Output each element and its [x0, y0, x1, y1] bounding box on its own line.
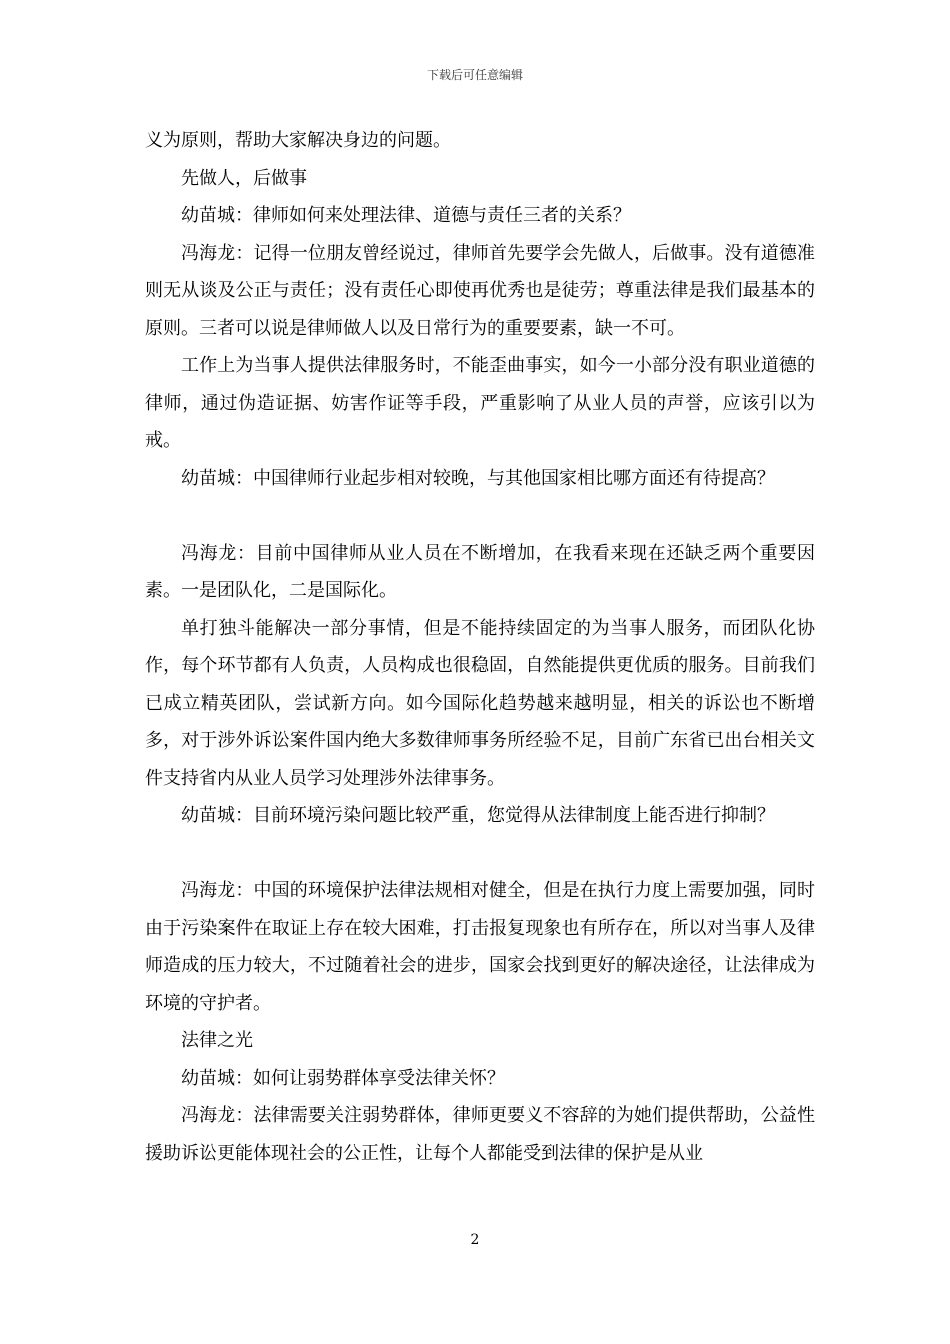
answer-paragraph: 冯海龙：记得一位朋友曾经说过，律师首先要学会先做人，后做事。没有道德准则无从谈及公正与责任；没有责任心即使再优秀也是徒劳；尊重法律是我们最基本的原则。三者可以说是律师做人以及日常行为的重要要素，缺一不可。: [145, 242, 815, 339]
page-number: 2: [470, 1232, 480, 1248]
question-paragraph: 幼苗城：中国律师行业起步相对较晚，与其他国家相比哪方面还有待提高？: [181, 467, 775, 489]
question-paragraph: 幼苗城：如何让弱势群体享受法律关怀？: [181, 1067, 505, 1089]
paragraph: 义为原则，帮助大家解决身边的问题。: [145, 130, 451, 151]
question-paragraph: 幼苗城：目前环境污染问题比较严重，您觉得从法律制度上能否进行抑制？: [181, 805, 775, 826]
document-body: [145, 122, 815, 1172]
question-paragraph: 幼苗城：律师如何来处理法律、道德与责任三者的关系？: [181, 205, 631, 226]
answer-paragraph: 冯海龙：目前中国律师从业人员在不断增加，在我看来现在还缺乏两个重要因素。一是团队化，二是国际化。: [145, 542, 815, 601]
answer-paragraph: 冯海龙：法律需要关注弱势群体，律师更要义不容辞的为她们提供帮助，公益性援助诉讼更能体现社会的公正性，让每个人都能受到法律的保护是从业: [145, 1105, 815, 1164]
section-heading: 先做人，后做事: [181, 167, 307, 189]
paragraph: 单打独斗能解决一部分事情，但是不能持续固定的为当事人服务，而团队化协作，每个环节都有人负责，人员构成也很稳固，自然能提供更优质的服务。目前我们已成立精英团队，尝试新方向。如今国际化趋势越来越明显，相关的诉讼也不断增多，对于涉外诉讼案件国内绝大多数律师事务所经验不足，目前广东省已出台相关文件支持省内从业人员学习处理涉外法律事务。: [145, 617, 815, 789]
section-heading: 法律之光: [181, 1030, 253, 1051]
paragraph: 工作上为当事人提供法律服务时，不能歪曲事实，如今一小部分没有职业道德的律师，通过伪造证据、妨害作证等手段，严重影响了从业人员的声誉，应该引以为戒。: [145, 355, 815, 451]
answer-paragraph: 冯海龙：中国的环境保护法律法规相对健全，但是在执行力度上需要加强，同时由于污染案件在取证上存在较大困难，打击报复现象也有所存在，所以对当事人及律师造成的压力较大，不过随着社会的进步，国家会找到更好的解决途径，让法律成为环境的守护者。: [145, 880, 815, 1014]
page-header: 下载后可任意编辑: [426, 68, 523, 82]
